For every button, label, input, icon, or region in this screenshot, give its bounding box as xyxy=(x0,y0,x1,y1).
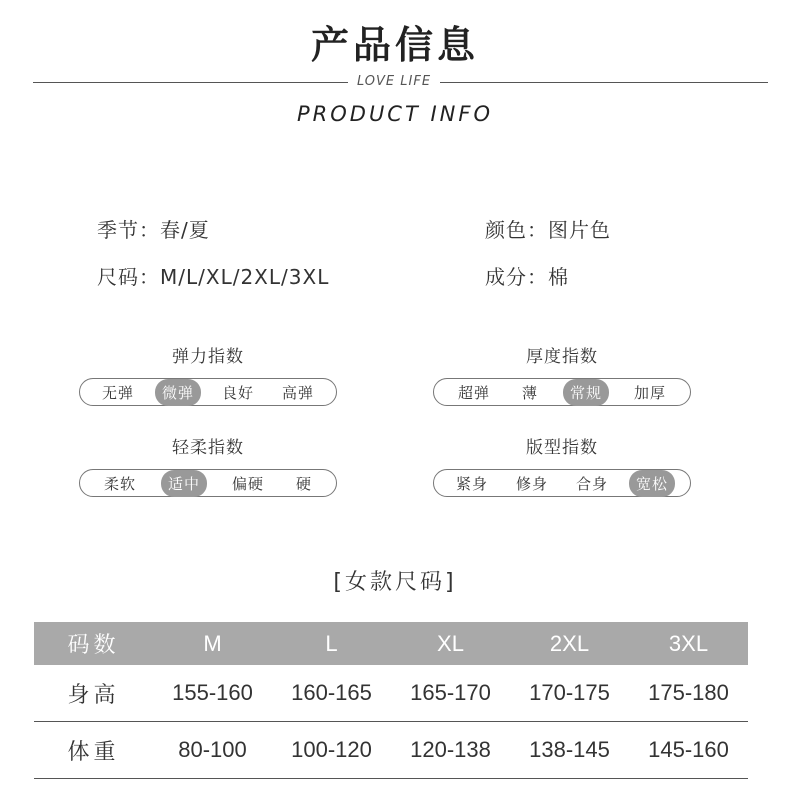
fit-index-label: 版型指数 xyxy=(526,438,598,458)
scale-option: 高弹 xyxy=(281,383,314,402)
table-header-cell: 2XL xyxy=(510,622,629,665)
info-size: 尺码：M/L/XL/2XL/3XL xyxy=(97,265,330,289)
elasticity-index-scale xyxy=(79,378,337,406)
size-chart-table xyxy=(34,622,748,779)
table-cell: 80-100 xyxy=(153,722,272,779)
table-header-cell: 3XL xyxy=(629,622,748,665)
scale-option: 偏硬 xyxy=(231,474,264,493)
page-title: 产品信息 xyxy=(310,23,479,67)
table-row xyxy=(34,722,748,779)
info-season: 季节：春/夏 xyxy=(97,218,210,242)
table-cell: 175-180 xyxy=(629,665,748,722)
scale-option-selected: 适中 xyxy=(161,470,207,497)
table-header-cell: XL xyxy=(391,622,510,665)
info-material: 成分：棉 xyxy=(485,265,569,289)
scale-option: 良好 xyxy=(221,383,254,402)
scale-option-selected: 常规 xyxy=(563,379,609,406)
table-cell: 160-165 xyxy=(272,665,391,722)
table-cell: 145-160 xyxy=(629,722,748,779)
scale-option: 柔软 xyxy=(103,474,136,493)
elasticity-index-label: 弹力指数 xyxy=(172,347,244,367)
fit-index-scale xyxy=(433,469,691,497)
thickness-index-scale xyxy=(433,378,691,406)
softness-index-label: 轻柔指数 xyxy=(172,438,244,458)
page-subtitle: PRODUCT INFO xyxy=(296,102,493,126)
table-cell: 体重 xyxy=(34,722,153,779)
info-color: 颜色：图片色 xyxy=(485,218,611,242)
table-cell: 138-145 xyxy=(510,722,629,779)
scale-option: 加厚 xyxy=(633,383,666,402)
size-chart-title: [女款尺码] xyxy=(333,570,457,595)
table-header-cell: L xyxy=(272,622,391,665)
table-cell: 100-120 xyxy=(272,722,391,779)
scale-option: 薄 xyxy=(521,383,538,402)
scale-option: 超弹 xyxy=(457,383,490,402)
divider-left xyxy=(33,82,348,83)
table-cell: 155-160 xyxy=(153,665,272,722)
thickness-index-label: 厚度指数 xyxy=(526,347,598,367)
scale-option: 紧身 xyxy=(455,474,488,493)
table-row xyxy=(34,665,748,722)
tagline: LOVE LIFE xyxy=(356,74,432,89)
softness-index-scale xyxy=(79,469,337,497)
scale-option-selected: 宽松 xyxy=(629,470,675,497)
scale-option: 硬 xyxy=(295,474,312,493)
table-header-cell: M xyxy=(153,622,272,665)
table-header-cell: 码数 xyxy=(34,622,153,665)
table-header-row xyxy=(34,622,748,665)
table-cell: 170-175 xyxy=(510,665,629,722)
table-cell: 120-138 xyxy=(391,722,510,779)
scale-option: 无弹 xyxy=(101,383,134,402)
scale-option-selected: 微弹 xyxy=(155,379,201,406)
table-cell: 165-170 xyxy=(391,665,510,722)
scale-option: 合身 xyxy=(575,474,608,493)
table-cell: 身高 xyxy=(34,665,153,722)
divider-right xyxy=(440,82,768,83)
scale-option: 修身 xyxy=(515,474,548,493)
